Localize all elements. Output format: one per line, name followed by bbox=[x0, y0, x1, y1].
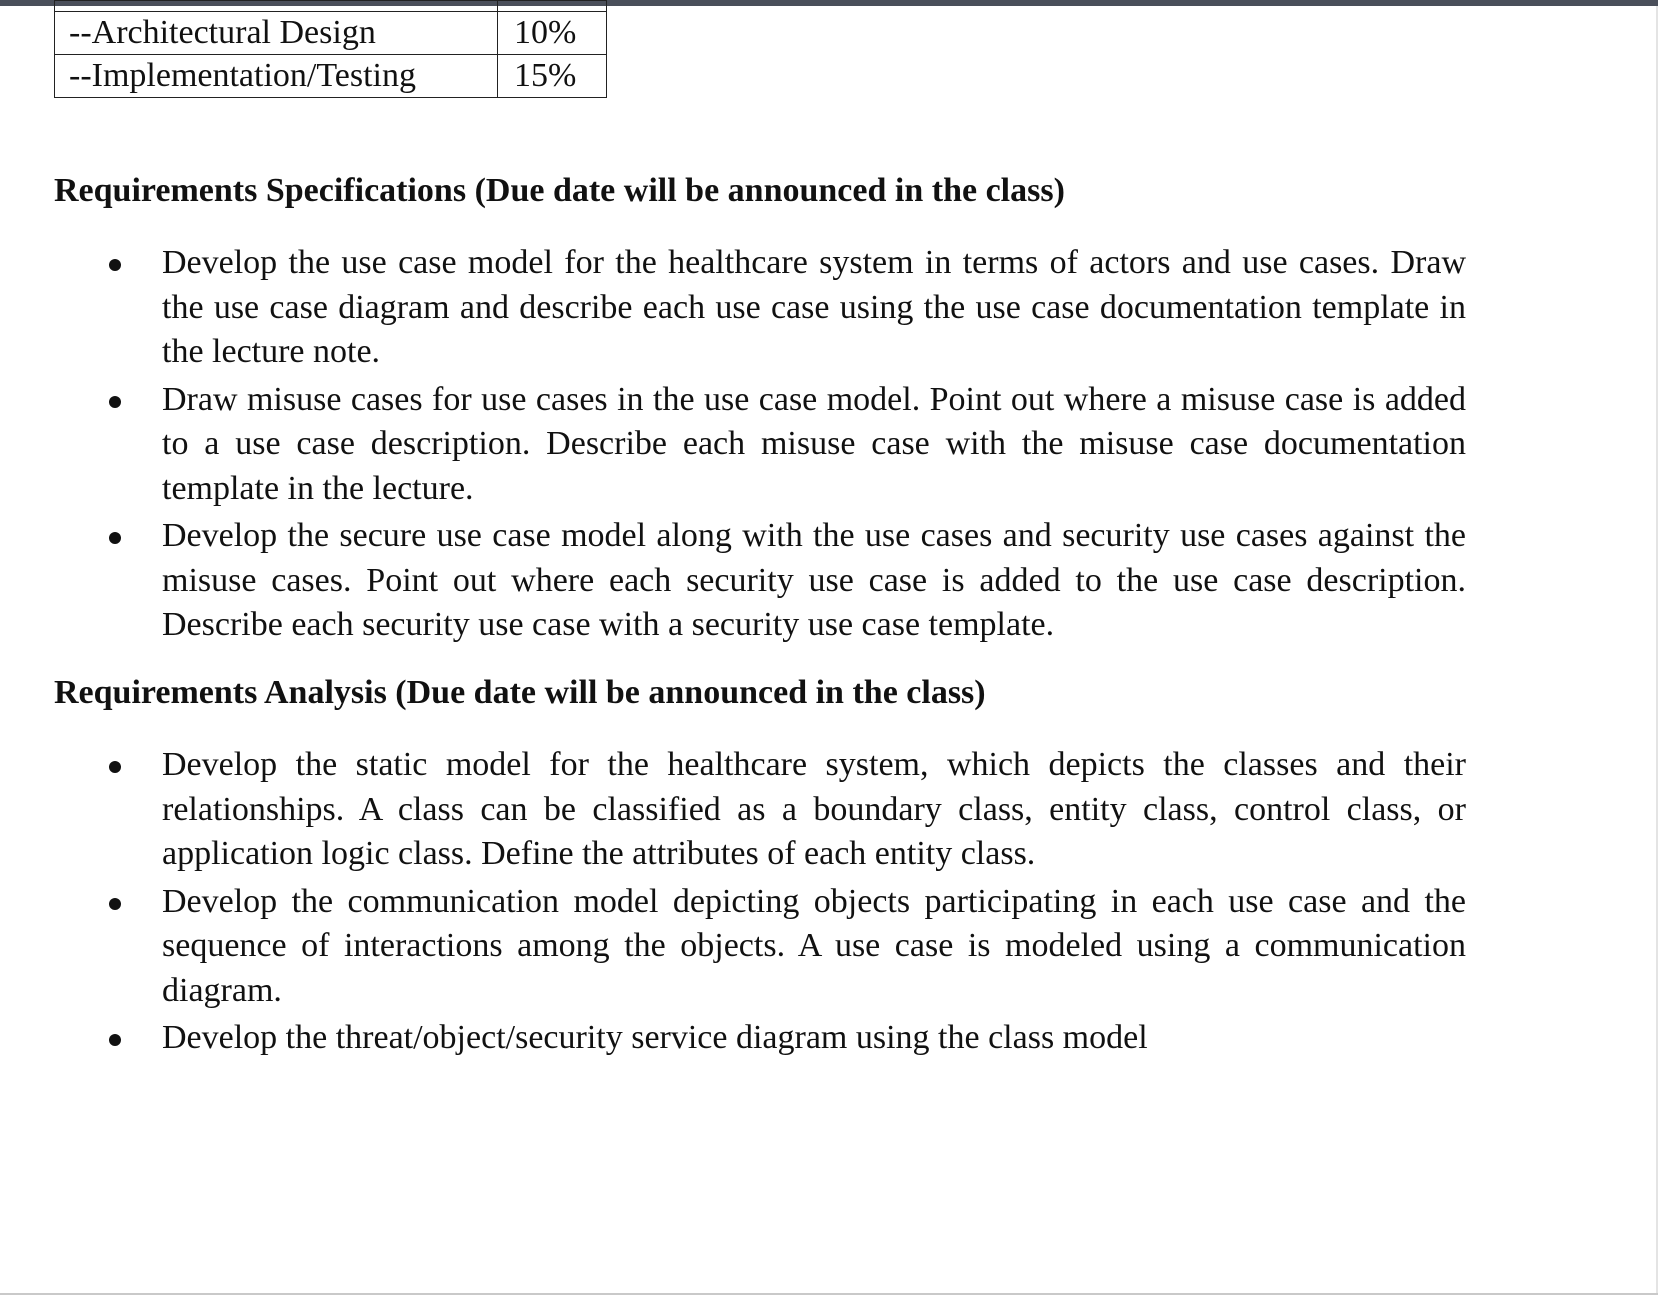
list-item bbox=[0, 241, 1466, 375]
table-cell-weight: 15% bbox=[498, 55, 607, 98]
list-item-text: Develop the use case model for the healthcare system in terms of actors and use cases. Draw the use case diagram and describe each use case using the use case documentation template in the lecture note. bbox=[162, 244, 1466, 370]
list-item bbox=[0, 514, 1466, 648]
table-row bbox=[55, 1, 607, 12]
section-heading-specifications: Requirements Specifications (Due date will be announced in the class) bbox=[54, 172, 1065, 209]
table-cell bbox=[55, 1, 498, 12]
list-item bbox=[0, 1016, 1466, 1061]
bullet-icon bbox=[109, 532, 121, 544]
bullet-icon bbox=[109, 1034, 121, 1046]
bullet-icon bbox=[109, 259, 121, 271]
bullet-icon bbox=[109, 898, 121, 910]
list-item bbox=[0, 880, 1466, 1014]
table-row bbox=[55, 12, 607, 55]
table-cell-item: --Architectural Design bbox=[55, 12, 498, 55]
list-item-text: Develop the threat/object/security service diagram using the class model bbox=[162, 1019, 1148, 1056]
bullet-icon bbox=[109, 761, 121, 773]
table-cell bbox=[498, 1, 607, 12]
bullet-icon bbox=[109, 396, 121, 408]
list-item bbox=[0, 743, 1466, 877]
table-cell-weight: 10% bbox=[498, 12, 607, 55]
list-item-text: Draw misuse cases for use cases in the use case model. Point out where a misuse case is added to a use case description. Describe each misuse case with the misuse case documentation template in the lecture. bbox=[162, 380, 1466, 507]
list-item-text: Develop the communication model depicting objects participating in each use case and the sequence of interactions among the objects. A use case is modeled using a communication diagram. bbox=[162, 882, 1466, 1009]
list-item bbox=[0, 378, 1466, 512]
page-bottom-border bbox=[0, 1293, 1658, 1295]
table-cell-item: --Implementation/Testing bbox=[55, 55, 498, 98]
analysis-bullet-list bbox=[0, 743, 1466, 1064]
list-item-text: Develop the static model for the healthcare system, which depicts the classes and their relationships. A class can be classified as a boundary class, entity class, control class, or application logic class. Define the attributes of each entity class. bbox=[162, 746, 1466, 872]
specifications-bullet-list bbox=[0, 241, 1466, 651]
list-item-text: Develop the secure use case model along with the use cases and security use cases against the misuse cases. Point out where each security use case is added to the use case description. Describe each security use case with a security use case template. bbox=[162, 517, 1466, 643]
section-heading-analysis: Requirements Analysis (Due date will be announced in the class) bbox=[54, 674, 986, 711]
grading-table bbox=[54, 0, 607, 98]
table-row bbox=[55, 55, 607, 98]
